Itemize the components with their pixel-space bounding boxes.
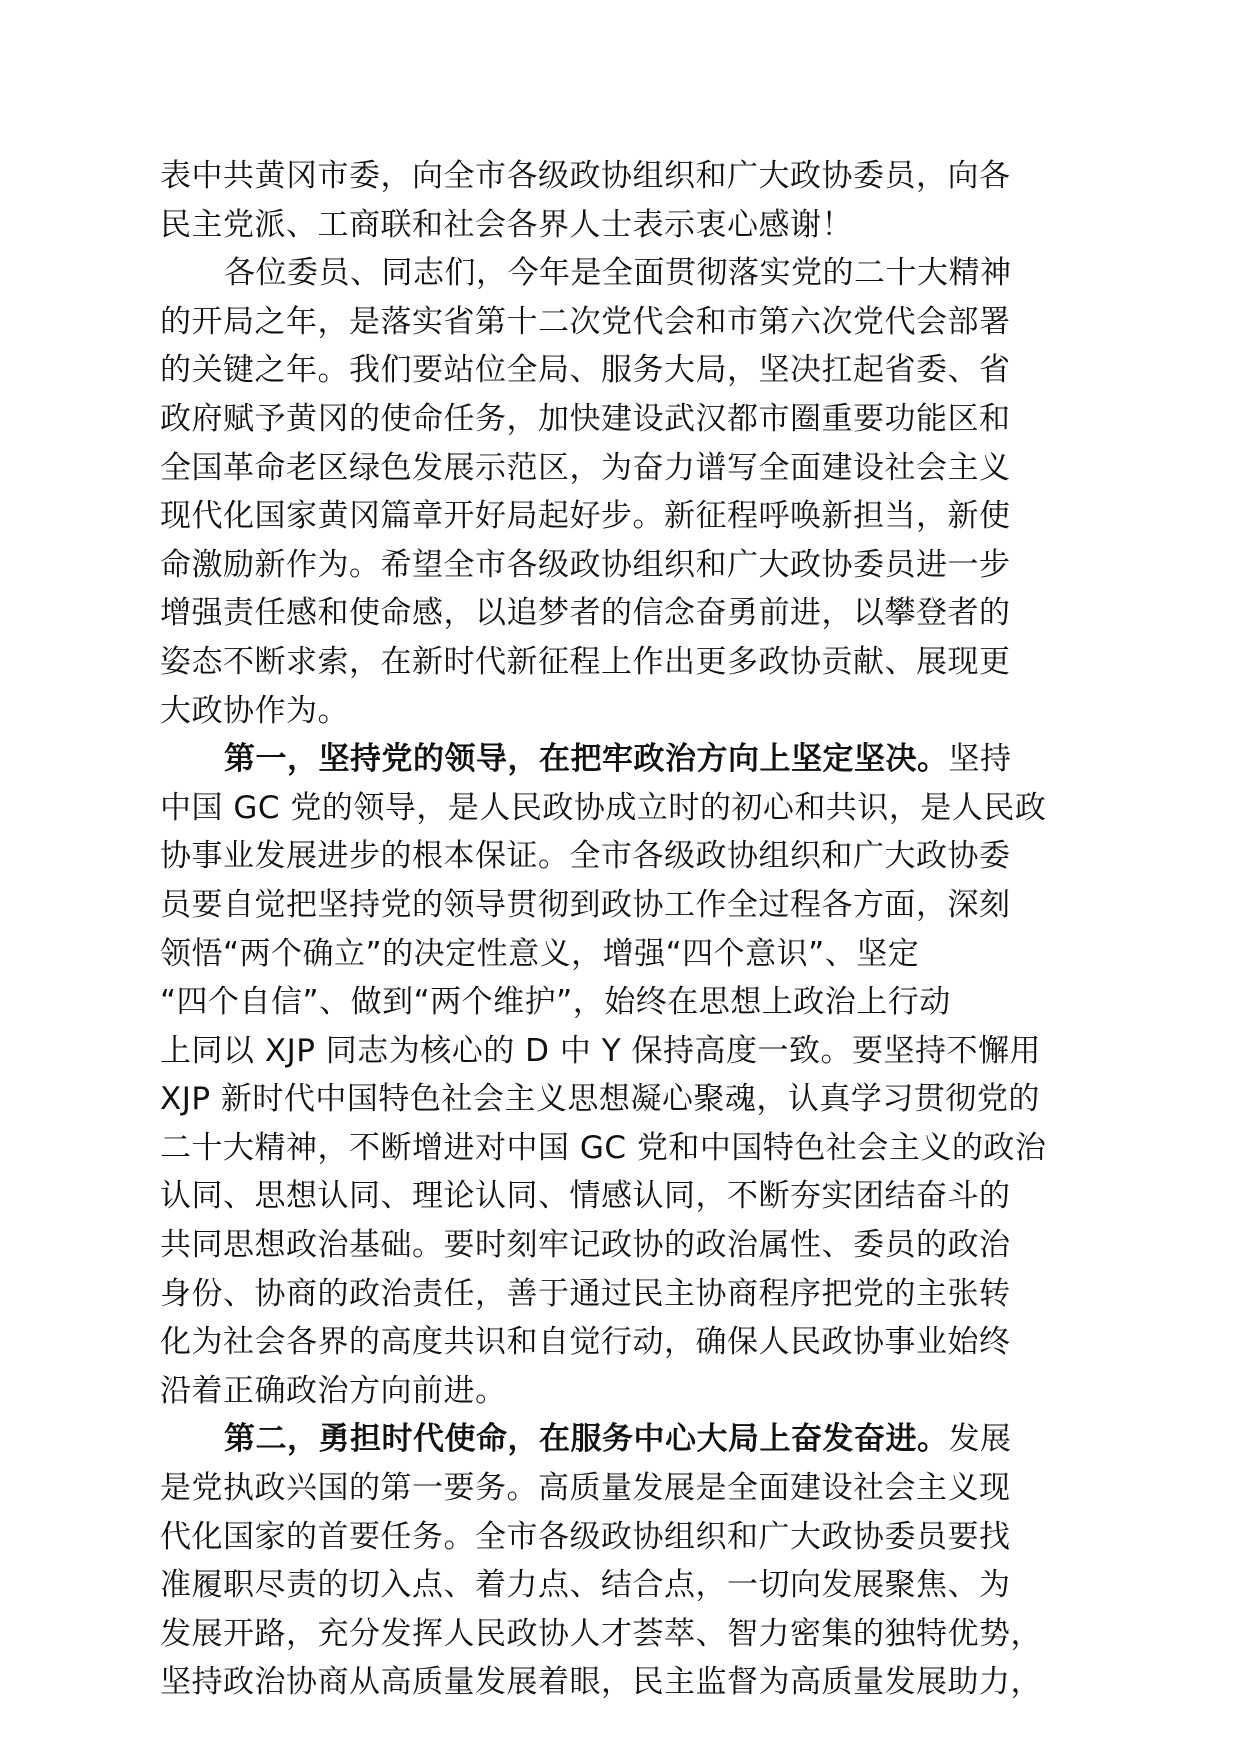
text-line: [160, 1318, 1100, 1367]
body-text: 化为社会各界的高度共识和自觉行动，确保人民政协事业始终: [160, 1324, 1011, 1361]
body-text: 命激励新作为。希望全市各级政协组织和广大政协委员进一步: [160, 546, 1011, 583]
body-text: 二十大精神，不断增进对中国 GC 党和中国特色社会主义的政治: [160, 1129, 1047, 1166]
body-text: 员要自觉把坚持党的领导贯彻到政协工作全过程各方面，深刻: [160, 886, 1011, 923]
text-line: [160, 1610, 1100, 1659]
text-line: [160, 784, 1100, 833]
body-text: 是党执政兴国的第一要务。高质量发展是全面建设社会主义现: [160, 1470, 1011, 1507]
bold-heading-text: 第一，坚持党的领导，在把牢政治方向上坚定坚决。: [224, 741, 949, 778]
text-line: [160, 930, 1100, 979]
body-text: 准履职尽责的切入点、着力点、结合点，一切向发展聚焦、为: [160, 1567, 1011, 1604]
body-text: 中国 GC 党的领导，是人民政协成立时的初心和共识，是人民政: [160, 789, 1047, 826]
text-line: [160, 1172, 1100, 1221]
body-text: 各位委员、同志们，今年是全面贯彻落实党的二十大精神: [224, 255, 1012, 292]
body-text: XJP 新时代中国特色社会主义思想凝心聚魂，认真学习贯彻党的: [160, 1081, 1040, 1118]
text-line: [160, 735, 1100, 784]
paragraph: [160, 152, 1100, 249]
text-line: [160, 541, 1100, 590]
body-text: 表中共黄冈市委，向全市各级政协组织和广大政协委员，向各: [160, 158, 1011, 194]
text-line: [160, 832, 1100, 881]
body-text: 坚持政治协商从高质量发展着眼，民主监督为高质量发展助力，: [160, 1664, 1042, 1701]
text-line: [160, 152, 1100, 201]
text-line: [160, 1367, 1100, 1416]
body-text: 的关键之年。我们要站位全局、服务大局，坚决扛起省委、省: [160, 352, 1011, 389]
body-text: 全国革命老区绿色发展示范区，为奋力谱写全面建设社会主义: [160, 449, 1011, 486]
body-text: “四个自信”、做到“两个维护”，始终在思想上政治上行动: [160, 984, 951, 1021]
text-line: [160, 492, 1100, 541]
text-line: [160, 1561, 1100, 1610]
text-line: [160, 201, 1100, 250]
text-line: [160, 1415, 1100, 1464]
text-line: [160, 395, 1100, 444]
body-text: 坚持: [948, 741, 1012, 778]
text-line: [160, 1124, 1100, 1173]
paragraph: [160, 1415, 1100, 1707]
bold-heading-text: 第二，勇担时代使命，在服务中心大局上奋发奋进。: [224, 1421, 949, 1458]
text-line: [160, 978, 1100, 1027]
text-line: [160, 687, 1100, 736]
body-text: 的开局之年，是落实省第十二次党代会和市第六次党代会部署: [160, 303, 1011, 340]
text-line: [160, 881, 1100, 930]
body-text: 现代化国家黄冈篇章开好局起好步。新征程呼唤新担当，新使: [160, 498, 1011, 535]
text-line: [160, 1270, 1100, 1319]
body-text: 大政协作为。: [160, 692, 349, 729]
text-line: [160, 589, 1100, 638]
text-line: [160, 638, 1100, 687]
text-line: [160, 444, 1100, 493]
body-text: 代化国家的首要任务。全市各级政协组织和广大政协委员要找: [160, 1518, 1011, 1555]
text-line: [160, 298, 1100, 347]
body-text: 政府赋予黄冈的使命任务，加快建设武汉都市圈重要功能区和: [160, 400, 1011, 437]
body-text: 沿着正确政治方向前进。: [160, 1372, 507, 1409]
text-line: [160, 1513, 1100, 1562]
text-line: [160, 249, 1100, 298]
body-text: 姿态不断求索，在新时代新征程上作出更多政协贡献、展现更: [160, 643, 1011, 680]
document-body: [160, 152, 1100, 1707]
text-line: [160, 1658, 1100, 1707]
paragraph: [160, 249, 1100, 735]
body-text: 民主党派、工商联和社会各界人士表示衷心感谢！: [160, 206, 853, 243]
text-line: [160, 1464, 1100, 1513]
text-line: [160, 1075, 1100, 1124]
body-text: 认同、思想认同、理论认同、情感认同，不断夯实团结奋斗的: [160, 1178, 1011, 1215]
body-text: 协事业发展进步的根本保证。全市各级政协组织和广大政协委: [160, 838, 1011, 875]
text-line: [160, 1027, 1100, 1076]
body-text: 增强责任感和使命感，以追梦者的信念奋勇前进，以攀登者的: [160, 595, 1011, 632]
body-text: 领悟“两个确立”的决定性意义，增强“四个意识”、坚定: [160, 935, 920, 972]
body-text: 发展: [948, 1421, 1012, 1458]
body-text: 共同思想政治基础。要时刻牢记政协的政治属性、委员的政治: [160, 1227, 1011, 1264]
text-line: [160, 346, 1100, 395]
text-line: [160, 1221, 1100, 1270]
body-text: 发展开路，充分发挥人民政协人才荟萃、智力密集的独特优势，: [160, 1615, 1042, 1652]
body-text: 上同以 XJP 同志为核心的 D 中 Y 保持高度一致。要坚持不懈用: [160, 1032, 1042, 1069]
body-text: 身份、协商的政治责任，善于通过民主协商程序把党的主张转: [160, 1275, 1011, 1312]
paragraph: [160, 735, 1100, 1415]
